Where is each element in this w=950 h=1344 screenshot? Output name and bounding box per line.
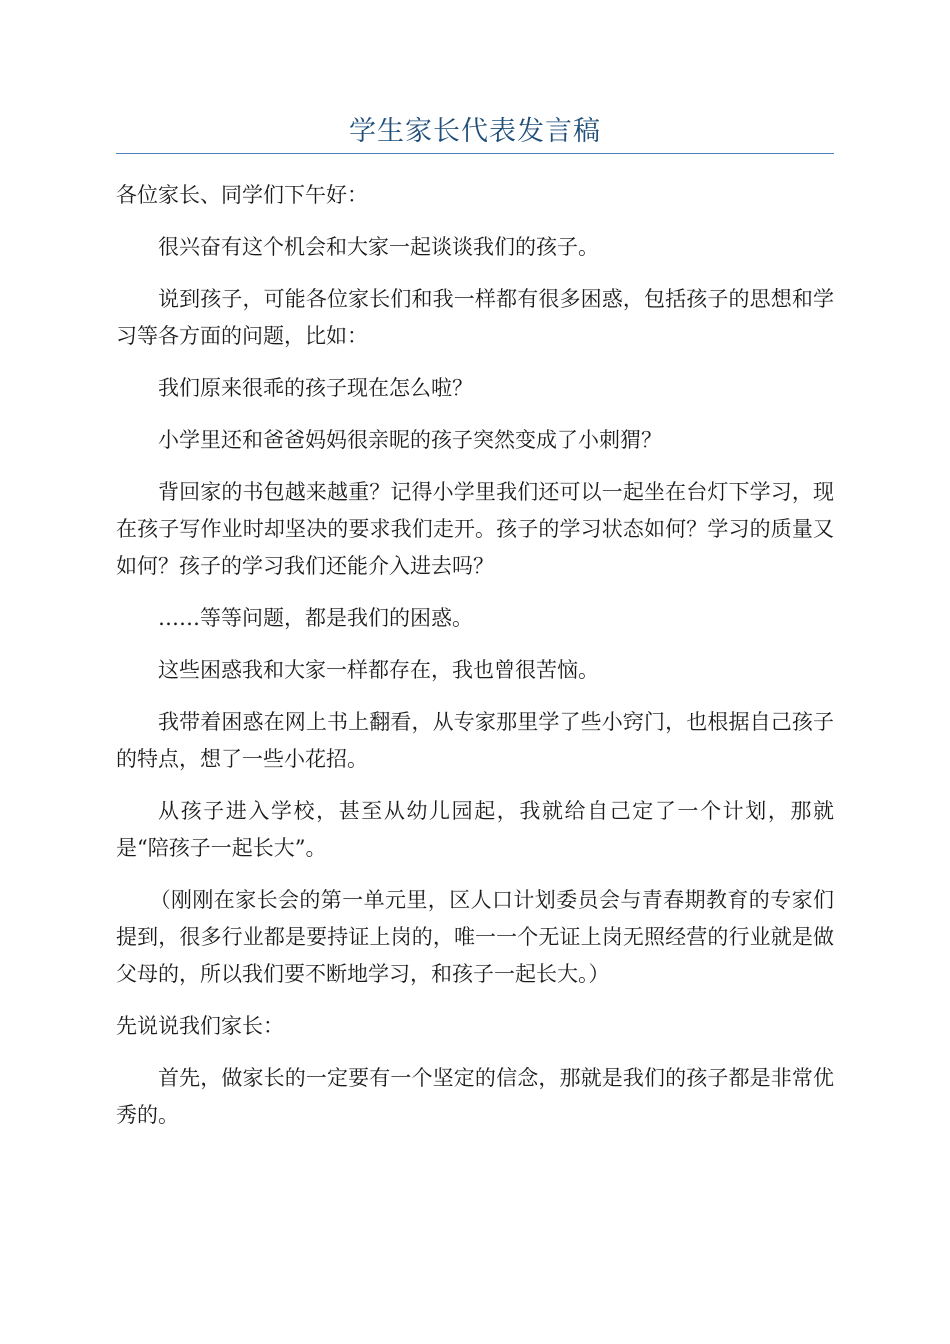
- body-paragraph: 背回家的书包越来越重？记得小学里我们还可以一起坐在台灯下学习，现在孩子写作业时却坚决的要求我们走开。孩子的学习状态如何？学习的质量又如何？孩子的学习我们还能介入进去吗？: [116, 480, 834, 578]
- body-paragraph: 很兴奋有这个机会和大家一起谈谈我们的孩子。: [158, 235, 599, 259]
- body-paragraph: ……等等问题，都是我们的困惑。: [158, 606, 473, 630]
- body-paragraph: 我带着困惑在网上书上翻看，从专家那里学了些小窍门，也根据自己孩子的特点，想了一些小花招。: [116, 710, 834, 771]
- body-paragraph: 我们原来很乖的孩子现在怎么啦？: [158, 376, 473, 400]
- section-lead-paragraph: 先说说我们家长：: [116, 1014, 284, 1038]
- body-paragraph: 这些困惑我和大家一样都存在，我也曾很苦恼。: [158, 658, 599, 682]
- document-title: 学生家长代表发言稿: [349, 116, 601, 147]
- document-body: [116, 177, 834, 1149]
- body-paragraph: 小学里还和爸爸妈妈很亲昵的孩子突然变成了小刺猬？: [158, 428, 662, 452]
- body-paragraph: 说到孩子，可能各位家长们和我一样都有很多困惑，包括孩子的思想和学习等各方面的问题，比如：: [116, 287, 834, 348]
- body-paragraph: 从孩子进入学校，甚至从幼儿园起，我就给自己定了一个计划，那就是“陪孩子一起长大”。: [116, 799, 834, 860]
- greeting-paragraph: 各位家长、同学们下午好：: [116, 183, 368, 207]
- parenthetical-paragraph: （刚刚在家长会的第一单元里，区人口计划委员会与青春期教育的专家们提到，很多行业都是要持证上岗的，唯一一个无证上岗无照经营的行业就是做父母的，所以我们要不断地学习，和孩子一起长大。）: [116, 888, 834, 986]
- title-underline: [116, 153, 834, 154]
- body-paragraph: 首先，做家长的一定要有一个坚定的信念，那就是我们的孩子都是非常优秀的。: [116, 1066, 834, 1127]
